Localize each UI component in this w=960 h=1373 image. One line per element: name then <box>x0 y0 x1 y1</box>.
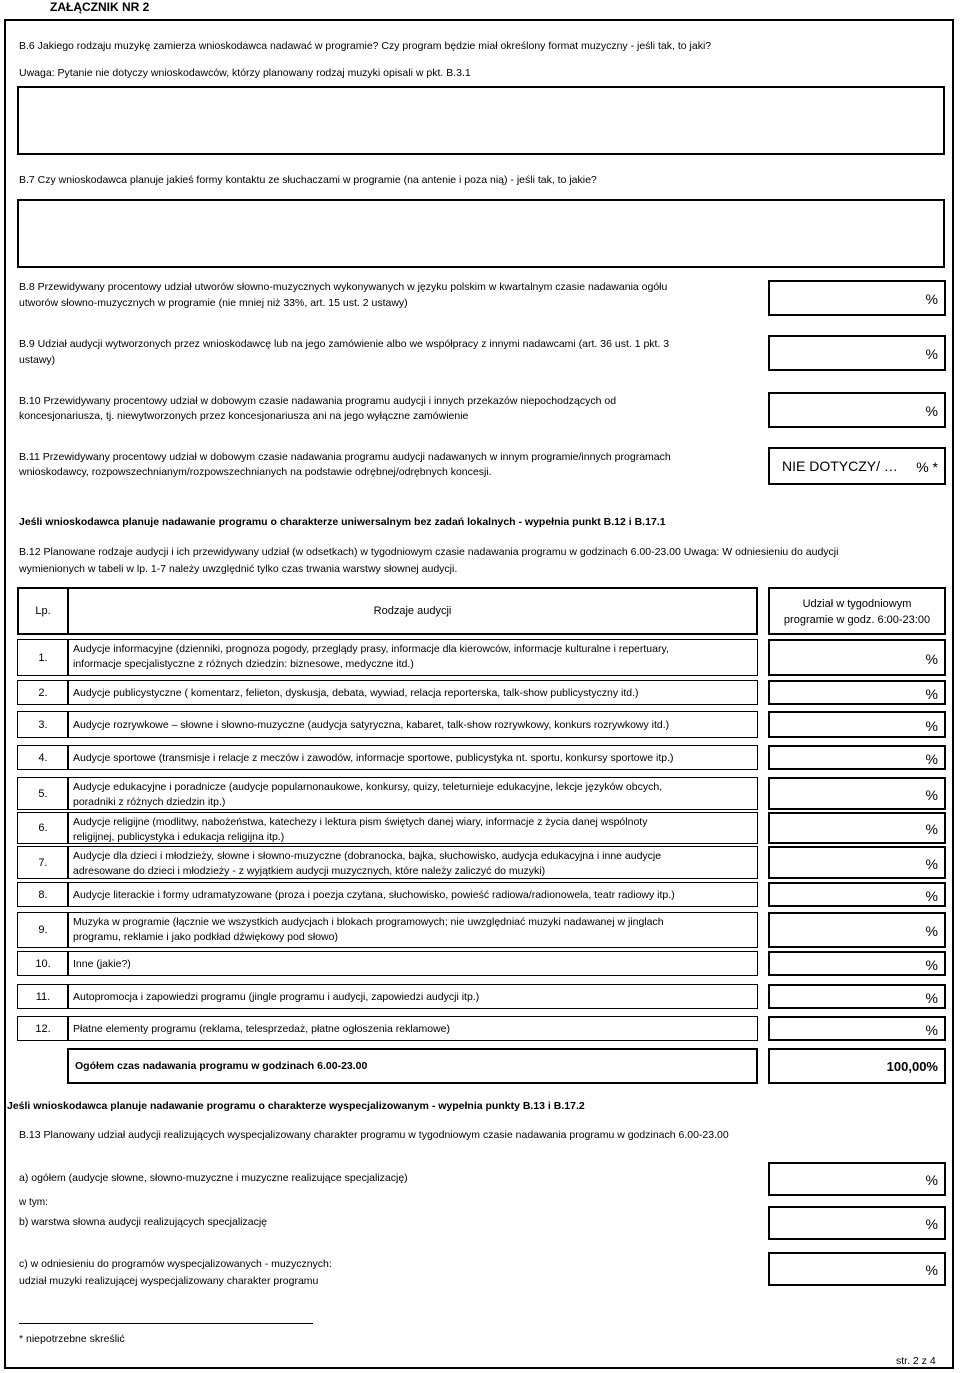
total-label-box <box>67 1048 758 1084</box>
table-row-lp <box>17 882 69 907</box>
table-row-share-field[interactable] <box>768 745 946 770</box>
percent-unit: % <box>925 1022 938 1038</box>
row-type-text-line2: informacje specjalistyczne z różnych dziedzin: biznesowe, medyczne itd.) <box>73 658 414 670</box>
table-row-share-field[interactable] <box>768 711 946 738</box>
row-lp-number: 11. <box>35 991 51 1003</box>
table-row-type <box>67 984 758 1009</box>
row-type-text-line2: poradniki z różnych dziedzin itp.) <box>73 796 226 808</box>
table-row-share-field[interactable] <box>768 777 946 810</box>
percent-unit: % <box>925 888 938 904</box>
header-type-label: Rodzaje audycji <box>373 605 452 617</box>
row-lp-number: 4. <box>38 752 48 764</box>
percent-unit: % <box>925 751 938 767</box>
row-lp-number: 7. <box>38 857 48 869</box>
item-c-label-line2: udział muzyki realizującej wyspecjalizowany charakter programu <box>19 1275 319 1287</box>
page-title: ZAŁĄCZNIK NR 2 <box>50 0 150 14</box>
section-heading-universal: Jeśli wnioskodawca planuje nadawanie programu o charakterze uniwersalnym bez zadań lokalnych - wypełnia punkt B.12 i B.17.1 <box>19 516 666 528</box>
answer-b13c-field[interactable] <box>768 1252 946 1286</box>
table-row-type <box>67 777 758 810</box>
question-b9-line1: B.9 Udział audycji wytworzonych przez wnioskodawcę lub na jego zamówienie albo we współpracy z innymi nadawcami (art. 36 ust. 1 pkt. 3 <box>19 338 670 350</box>
row-type-text-line1: Audycje dla dzieci i młodzieży, słowne i słowno-muzyczne (dobranocka, bajka, słuchowisko, audycja edukacyjna i inne audycje <box>73 850 662 862</box>
percent-unit: % <box>925 1262 938 1278</box>
row-lp-number: 2. <box>38 687 48 699</box>
question-b9-line2: ustawy) <box>19 354 56 366</box>
total-value: 100,00% <box>886 1059 938 1074</box>
table-row-type <box>67 1016 758 1041</box>
row-lp-number: 3. <box>38 719 48 731</box>
table-header-lp <box>17 587 69 635</box>
question-b7: B.7 Czy wnioskodawca planuje jakieś formy kontaktu ze słuchaczami w programie (na antenie i poza nią) - jeśli tak, to jakie? <box>19 174 597 186</box>
row-type-text-line2: adresowane do dzieci i młodzieży - z wyjątkiem audycji muzycznych, które należy zaliczyć do muzyki) <box>73 865 546 877</box>
percent-unit: % * <box>916 459 938 475</box>
answer-b11-field[interactable] <box>768 447 946 485</box>
percent-unit: % <box>925 923 938 939</box>
question-b10-line1: B.10 Przewidywany procentowy udział w dobowym czasie nadawania programu audycji i innych przekazów niepochodzących od <box>19 395 617 407</box>
item-c-label-line1: c) w odniesieniu do programów wyspecjalizowanych - muzycznych: <box>19 1258 332 1270</box>
row-type-text-line1: Autopromocja i zapowiedzi programu (jingle programu i audycji, zapowiedzi audycji itp.) <box>73 991 480 1003</box>
total-value-box <box>768 1048 946 1084</box>
table-row-share-field[interactable] <box>768 812 946 844</box>
row-lp-number: 8. <box>38 889 48 901</box>
row-type-text-line1: Audycje sportowe (transmisje i relacje z meczów i zawodów, informacje sportowe, publicystyka nt. sportu, konkursy sportowe itp.) <box>73 752 674 764</box>
answer-b8-field[interactable] <box>768 280 946 316</box>
percent-unit: % <box>925 1172 938 1188</box>
table-row-type <box>67 639 758 676</box>
table-row-lp <box>17 912 69 948</box>
percent-unit: % <box>925 856 938 872</box>
row-type-text-line1: Muzyka w programie (łącznie we wszystkich audycjach i blokach programowych; nie uwzględniać muzyki nadawanej w jinglach <box>73 916 664 928</box>
percent-unit: % <box>925 651 938 667</box>
answer-b10-field[interactable] <box>768 392 946 428</box>
percent-unit: % <box>925 403 938 419</box>
answer-b13b-field[interactable] <box>768 1206 946 1240</box>
row-type-text-line2: programu, reklamie i jako podkład dźwiękowy pod słowo) <box>73 931 338 943</box>
row-lp-number: 5. <box>38 788 48 800</box>
table-row-lp <box>17 812 69 844</box>
table-row-lp <box>17 1016 69 1041</box>
table-row-share-field[interactable] <box>768 639 946 676</box>
table-header-type <box>67 587 758 635</box>
table-row-share-field[interactable] <box>768 882 946 907</box>
table-row-type <box>67 680 758 705</box>
table-row-share-field[interactable] <box>768 846 946 879</box>
table-row-lp <box>17 951 69 976</box>
row-lp-number: 12. <box>35 1023 51 1035</box>
row-lp-number: 1. <box>38 652 48 664</box>
percent-unit: % <box>925 346 938 362</box>
table-row-share-field[interactable] <box>768 984 946 1009</box>
question-b8-line2: utworów słowno-muzycznych w programie (nie mniej niż 33%, art. 15 ust. 2 ustawy) <box>19 297 408 309</box>
table-row-lp <box>17 846 69 879</box>
table-row-type <box>67 711 758 738</box>
table-row-lp <box>17 777 69 810</box>
question-b11-line2: wnioskodawcy, rozpowszechnianym/rozpowszechnianych na podstawie odrębnej/odrębnych koncesji. <box>19 466 492 478</box>
table-row-share-field[interactable] <box>768 951 946 976</box>
table-row-lp <box>17 680 69 705</box>
percent-unit: % <box>925 718 938 734</box>
percent-unit: % <box>925 686 938 702</box>
answer-b13a-field[interactable] <box>768 1162 946 1196</box>
table-row-type <box>67 951 758 976</box>
row-type-text-line1: Audycje rozrywkowe – słowne i słowno-muzyczne (audycja satyryczna, kabaret, talk-show rozrywkowy, konkurs rozrywkowy itd.) <box>73 719 670 731</box>
page-number: str. 2 z 4 <box>896 1355 936 1367</box>
row-type-text-line2: religijnej, publicystyka i edukacja religijna itp.) <box>73 831 285 843</box>
answer-b9-field[interactable] <box>768 335 946 371</box>
row-type-text-line1: Audycje religijne (modlitwy, nabożeństwa, katechezy i lektura pism świętych danej wiary, informacje z życia danej wspólnoty <box>73 816 648 828</box>
question-b13: B.13 Planowany udział audycji realizujących wyspecjalizowany charakter programu w tygodniowym czasie nadawania programu w godzinach 6.00-23.00 <box>19 1129 729 1141</box>
question-b6-line1: B.6 Jakiego rodzaju muzykę zamierza wnioskodawca nadawać w programie? Czy program będzie miał określony format muzyczny - jeśli tak, to jaki? <box>19 40 712 52</box>
row-type-text-line1: Audycje publicystyczne ( komentarz, felieton, dyskusja, debata, wywiad, relacja reporterska, talk-show publicystyczny itd.) <box>73 687 639 699</box>
row-lp-number: 9. <box>38 924 48 936</box>
table-row-lp <box>17 745 69 770</box>
percent-unit: % <box>925 990 938 1006</box>
percent-unit: % <box>925 291 938 307</box>
row-type-text-line1: Audycje literackie i formy udramatyzowane (proza i poezja czytana, słuchowisko, powieść radiowa/radionowela, teatr radiowy itp.) <box>73 889 675 901</box>
w-tym-label: w tym: <box>19 1197 48 1208</box>
row-type-text-line1: Inne (jakie?) <box>73 958 131 970</box>
table-row-share-field[interactable] <box>768 1016 946 1041</box>
not-applicable-text: NIE DOTYCZY/ … <box>782 458 898 474</box>
table-row-lp <box>17 639 69 676</box>
question-b6-line2: Uwaga: Pytanie nie dotyczy wnioskodawców, którzy planowany rodzaj muzyki opisali w pkt. B.3.1 <box>19 67 471 79</box>
table-row-type <box>67 745 758 770</box>
header-share-line2: programie w godz. 6:00-23:00 <box>783 614 931 626</box>
question-b10-line2: koncesjonariusza, tj. niewytworzonych przez koncesjonariusza ani na jego wyłączne zamówienie <box>19 410 469 422</box>
row-lp-number: 10. <box>35 958 51 970</box>
row-type-text-line1: Audycje edukacyjne i poradnicze (audycje popularnonaukowe, konkursy, quizy, teleturnieje edukacyjne, lekcje języków obcych, <box>73 781 663 793</box>
table-row-lp <box>17 984 69 1009</box>
table-row-type <box>67 882 758 907</box>
header-lp-label: Lp. <box>35 605 51 617</box>
percent-unit: % <box>925 787 938 803</box>
answer-b6-textarea[interactable] <box>17 86 945 155</box>
percent-unit: % <box>925 957 938 973</box>
row-lp-number: 6. <box>38 822 48 834</box>
answer-b7-textarea[interactable] <box>17 199 945 268</box>
percent-unit: % <box>925 1216 938 1232</box>
question-b8-line1: B.8 Przewidywany procentowy udział utworów słowno-muzycznych wykonywanych w języku polskim w kwartalnym czasie nadawania ogółu <box>19 281 668 293</box>
table-row-share-field[interactable] <box>768 680 946 705</box>
item-a-label: a) ogółem (audycje słowne, słowno-muzyczne i muzyczne realizujące specjalizację) <box>19 1172 408 1184</box>
row-type-text-line1: Płatne elementy programu (reklama, telesprzedaż, płatne ogłoszenia reklamowe) <box>73 1023 451 1035</box>
row-type-text-line1: Audycje informacyjne (dzienniki, prognoza pogody, przeglądy prasy, informacje dla kierowców, informacje kulturalne i repertuary, <box>73 643 669 655</box>
table-row-type <box>67 812 758 844</box>
item-b-label: b) warstwa słowna audycji realizujących specjalizację <box>19 1216 268 1228</box>
total-label: Ogółem czas nadawania programu w godzinach 6.00-23.00 <box>75 1060 368 1072</box>
question-b12-line2: wymienionych w tabeli w lp. 1-7 należy uwzględnić tylko czas trwania warstwy słownej audycji. <box>19 563 458 575</box>
table-header-share <box>768 587 946 635</box>
section-heading-specialized: Jeśli wnioskodawca planuje nadawanie programu o charakterze wyspecjalizowanym - wypełnia punkty B.13 i B.17.2 <box>7 1100 585 1112</box>
table-row-type <box>67 912 758 948</box>
header-share-line1: Udział w tygodniowym <box>802 598 912 610</box>
table-row-share-field[interactable] <box>768 912 946 948</box>
question-b12-line1: B.12 Planowane rodzaje audycji i ich przewidywany udział (w odsetkach) w tygodniowym czasie nadawania programu w godzinach 6.00-23.00 Uwaga: W odniesieniu do audycji <box>19 546 839 558</box>
table-row-lp <box>17 711 69 738</box>
footnote-text: * niepotrzebne skreślić <box>19 1333 125 1345</box>
table-row-type <box>67 846 758 879</box>
question-b11-line1: B.11 Przewidywany procentowy udział w dobowym czasie nadawania programu audycji nadawanych w innym programie/innych programach <box>19 451 671 463</box>
footnote-divider <box>19 1323 313 1324</box>
percent-unit: % <box>925 821 938 837</box>
